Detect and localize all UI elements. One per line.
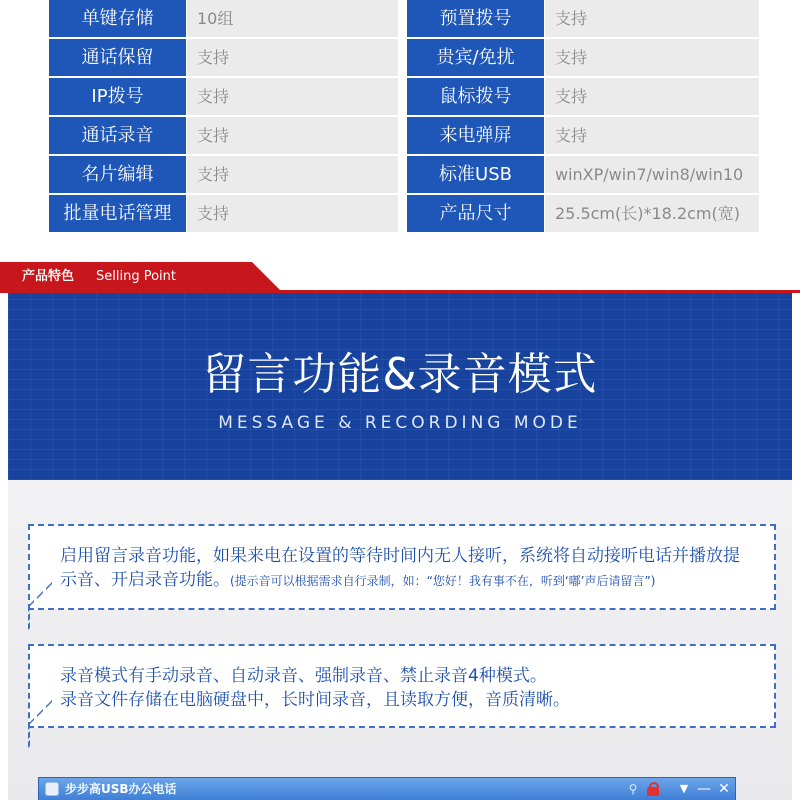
- app-logo-icon: [45, 782, 59, 796]
- recording-note: [28, 644, 776, 728]
- message-note-main: 启用留言录音功能，如果来电在设置的等待时间内无人接听，系统将自动接听电话并播放提示音、开启录音功能。: [60, 546, 740, 590]
- spec-label: 鼠标拨号: [407, 78, 544, 115]
- message-note-text: [60, 544, 754, 593]
- spec-table: [49, 0, 759, 232]
- spec-value: 支持: [187, 39, 398, 76]
- spec-row: [49, 78, 759, 115]
- app-window-titlebar: [38, 777, 736, 800]
- spec-row: [49, 156, 759, 193]
- lock-body: [647, 787, 659, 796]
- recording-note-line-1: 录音模式有手动录音、自动录音、强制录音、禁止录音4种模式。: [60, 666, 547, 686]
- spec-label: 通话录音: [49, 117, 186, 154]
- banner-subtitle: MESSAGE & RECORDING MODE: [218, 413, 582, 433]
- recording-note-line-2: 录音文件存储在电脑硬盘中，长时间录音，且读取方便，音质清晰。: [60, 690, 570, 710]
- spec-value: 支持: [545, 78, 759, 115]
- spec-row: [49, 195, 759, 232]
- spec-value: 支持: [187, 78, 398, 115]
- spec-label: 贵宾/免扰: [407, 39, 544, 76]
- feature-tab-label-zh: 产品特色: [22, 269, 75, 284]
- spec-row: [49, 39, 759, 76]
- spec-value: 支持: [545, 0, 759, 37]
- spec-row: [49, 117, 759, 154]
- spec-value: 支持: [545, 39, 759, 76]
- pin-icon[interactable]: ⚲: [628, 782, 638, 796]
- spec-value: 支持: [545, 117, 759, 154]
- close-icon[interactable]: ✕: [718, 781, 730, 797]
- spec-value: 支持: [187, 156, 398, 193]
- spec-label: 名片编辑: [49, 156, 186, 193]
- spec-value: 支持: [187, 117, 398, 154]
- spec-value: 10组: [187, 0, 398, 37]
- spec-value: winXP/win7/win8/win10: [545, 156, 759, 193]
- lock-icon[interactable]: [647, 782, 659, 796]
- spec-value: 支持: [187, 195, 398, 232]
- dropdown-icon[interactable]: ▼: [679, 782, 689, 795]
- spec-label: 通话保留: [49, 39, 186, 76]
- message-note: [28, 524, 776, 610]
- message-note-hint: (提示音可以根据需求自行录制，如：“您好！我有事不在，听到‘嘟’声后请留言”): [230, 574, 656, 588]
- app-title: 步步高USB办公电话: [65, 782, 177, 796]
- spec-label: 标准USB: [407, 156, 544, 193]
- spec-row: [49, 0, 759, 37]
- minimize-icon[interactable]: —: [697, 781, 711, 797]
- banner-title: 留言功能&录音模式: [202, 349, 598, 400]
- feature-tab-label-en: Selling Point: [96, 269, 176, 284]
- spec-label: 批量电话管理: [49, 195, 186, 232]
- spec-label: 来电弹屏: [407, 117, 544, 154]
- spec-label: 产品尺寸: [407, 195, 544, 232]
- spec-value: 25.5cm(长)*18.2cm(宽): [545, 195, 759, 232]
- spec-label: IP拨号: [49, 78, 186, 115]
- spec-label: 单键存储: [49, 0, 186, 37]
- spec-label: 预置拨号: [407, 0, 544, 37]
